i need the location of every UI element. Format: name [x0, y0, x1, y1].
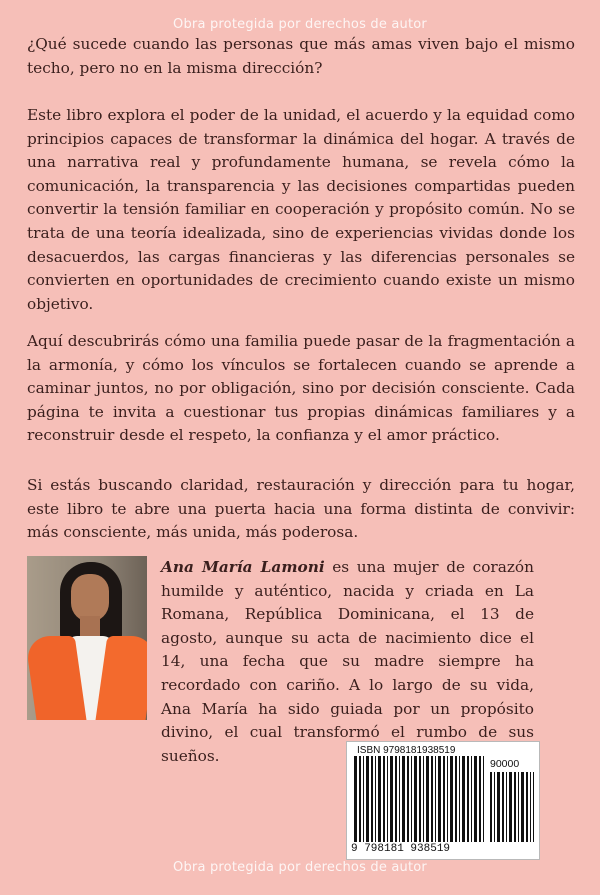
- barcode-bar: [506, 772, 507, 842]
- barcode-bar: [494, 772, 495, 842]
- isbn-barcode: [346, 741, 540, 860]
- barcode-bar: [530, 772, 531, 842]
- barcode-bar: [467, 756, 469, 842]
- author-photo: [27, 556, 147, 720]
- barcode-bar: [390, 756, 393, 842]
- isbn-label: ISBN 9798181938519: [357, 745, 456, 756]
- barcode-bars: [354, 756, 486, 842]
- barcode-bar: [459, 756, 460, 842]
- barcode-addon-bars: [490, 772, 534, 842]
- barcode-bar: [509, 772, 512, 842]
- barcode-bar: [419, 756, 421, 842]
- copyright-watermark-top: Obra protegida por derechos de autor: [173, 17, 427, 32]
- intro-question: ¿Qué sucede cuando las personas que más amas viven bajo el mismo techo, pero no en la misma dirección?: [27, 35, 575, 77]
- barcode-bar: [483, 756, 484, 842]
- barcode-bar: [359, 756, 361, 842]
- barcode-bar: [435, 756, 436, 842]
- closing-paragraph: Si estás buscando claridad, restauración y dirección para tu hogar, este libro te abre una puerta hacia una forma distinta de convivir: más consciente, más unida, más poderosa.: [27, 476, 575, 542]
- barcode-bar: [363, 756, 364, 842]
- barcode-bar: [502, 772, 504, 842]
- description-paragraph: Este libro explora el poder de la unidad, el acuerdo y la equidad como principios capaces de transformar la dinámica del hogar. A través de una narrativa real y profundamente humana, se revela cómo la comunicación, la transparencia y las decisiones compartidas pueden convertir la tensión familiar en cooperación y propósito común. No se trata de una teoría idealizada, sino de experiencias vividas donde los desacuerdos, las cargas financieras y las diferencias personales se convierten en oportunidades de crecimiento cuando existe un mismo objetivo.: [27, 106, 575, 313]
- author-name: Ana María Lamoni: [161, 558, 325, 576]
- barcode-bar: [354, 756, 357, 842]
- barcode-bar: [514, 772, 516, 842]
- barcode-bar: [518, 772, 519, 842]
- author-bio: [161, 556, 534, 768]
- discovery-paragraph: Aquí descubrirás cómo una familia puede pasar de la fragmentación a la armonía, y cómo los vínculos se fortalecen cuando se aprende a caminar juntos, no por obligación, sino por decisión consciente. Cada página te invita a cuestionar tus propias dinámicas familiares y a reconstruir desde el respeto, la confianza y el amor práctico.: [27, 332, 575, 445]
- price-code: 90000: [490, 758, 520, 770]
- barcode-bar: [426, 756, 429, 842]
- author-bio-text: es una mujer de corazón humilde y auténtico, nacida y criada en La Romana, República Dominicana, el 13 de agosto, aunque su acta de nacimiento dice el 14, una fecha que su madre siempre ha recordado con cariño. A lo largo de su vida, Ana María ha sido guiada por un propósito divino, el cual transformó el rumbo de sus sueños.: [161, 558, 534, 765]
- barcode-bar: [471, 756, 472, 842]
- barcode-bar: [521, 772, 524, 842]
- barcode-bar: [490, 772, 492, 842]
- barcode-bar: [414, 756, 417, 842]
- barcode-bar: [366, 756, 369, 842]
- barcode-bar: [399, 756, 400, 842]
- barcode-bar: [443, 756, 445, 842]
- barcode-bar: [431, 756, 433, 842]
- barcode-bar: [371, 756, 373, 842]
- barcode-bar: [479, 756, 481, 842]
- barcode-bar: [526, 772, 528, 842]
- barcode-bar: [383, 756, 385, 842]
- barcode-bar: [423, 756, 424, 842]
- copyright-watermark-bottom: Obra protegida por derechos de autor: [173, 860, 427, 875]
- barcode-bar: [395, 756, 397, 842]
- barcode-bar: [387, 756, 388, 842]
- barcode-bar: [411, 756, 412, 842]
- barcode-bar: [402, 756, 405, 842]
- barcode-bar: [455, 756, 457, 842]
- barcode-bar: [533, 772, 534, 842]
- barcode-bar: [497, 772, 500, 842]
- barcode-bar: [378, 756, 381, 842]
- barcode-bar: [474, 756, 477, 842]
- barcode-bar: [438, 756, 441, 842]
- barcode-bar: [407, 756, 409, 842]
- barcode-bar: [462, 756, 465, 842]
- barcode-bar: [450, 756, 453, 842]
- barcode-bar: [375, 756, 376, 842]
- barcode-digits: 9 798181 938519: [351, 843, 451, 855]
- barcode-bar: [447, 756, 448, 842]
